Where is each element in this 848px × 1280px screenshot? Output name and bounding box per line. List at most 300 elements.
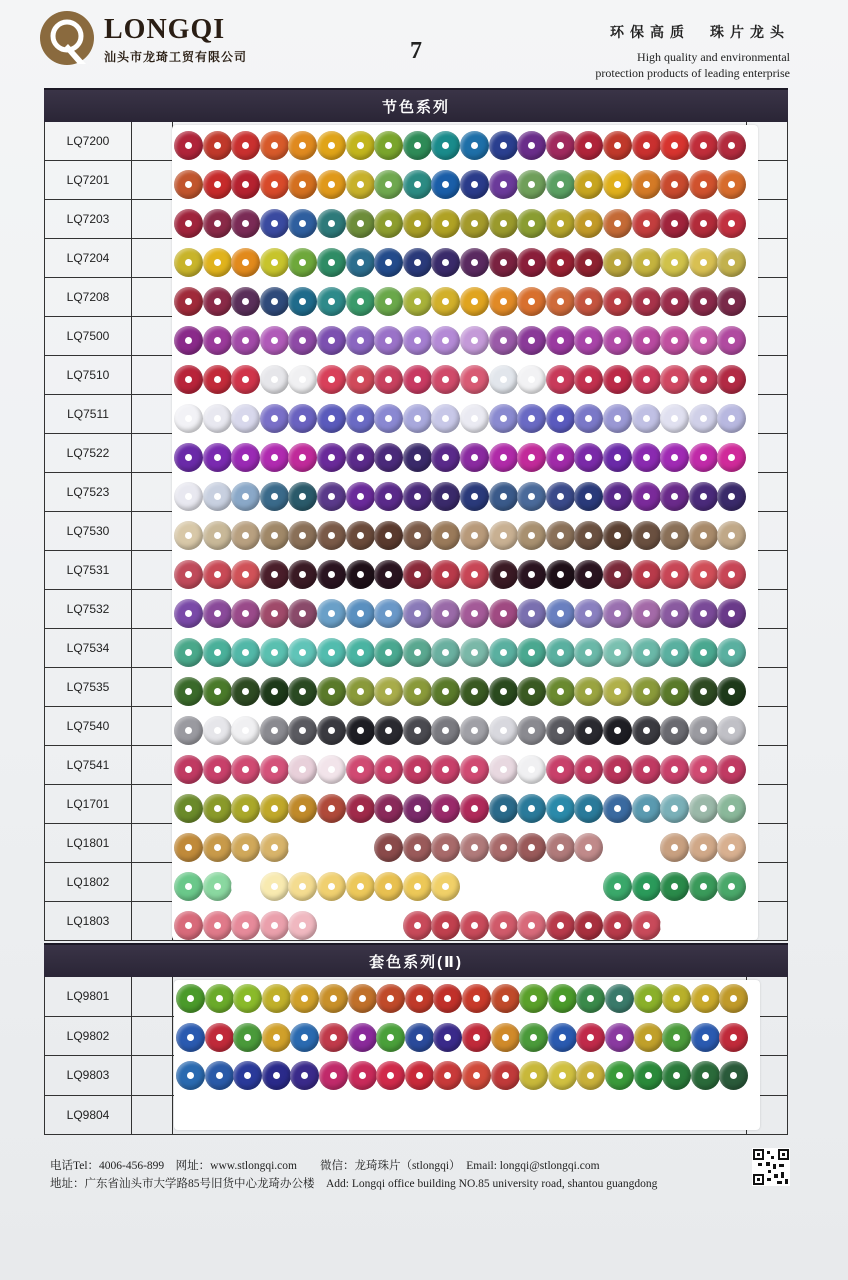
sequin — [576, 1023, 605, 1052]
section2-title: 套色系列(Ⅱ) — [44, 943, 788, 977]
sequin — [317, 794, 346, 823]
sequin — [660, 599, 689, 628]
sequin — [317, 872, 346, 901]
sequin — [288, 404, 317, 433]
footer-contact: 电话Tel：4006-456-899 网址：www.stlongqi.com 微信：龙琦珠片（stlongqi） Email: longqi@stlongqi.com — [50, 1160, 600, 1172]
sequin — [317, 287, 346, 316]
section1-title: 节色系列 — [44, 88, 788, 122]
sequin — [689, 716, 718, 745]
sequin — [346, 677, 375, 706]
sequin — [262, 984, 291, 1013]
sequin — [689, 170, 718, 199]
sequin — [603, 872, 632, 901]
sequin — [260, 131, 289, 160]
sequin — [489, 638, 518, 667]
sequin — [174, 521, 203, 550]
sequin — [632, 326, 661, 355]
sequin — [376, 1061, 405, 1090]
sequin — [517, 911, 546, 940]
sequin — [660, 365, 689, 394]
sequin — [460, 404, 489, 433]
sequin — [517, 560, 546, 589]
sequin — [462, 1061, 491, 1090]
sequin — [660, 170, 689, 199]
sequin — [519, 1023, 548, 1052]
sequin — [260, 755, 289, 784]
sequin — [546, 248, 575, 277]
sequin — [689, 599, 718, 628]
sequin — [717, 248, 746, 277]
sequin — [231, 755, 260, 784]
sequin — [403, 248, 432, 277]
sequin — [374, 521, 403, 550]
sequin — [689, 443, 718, 472]
sequin — [346, 365, 375, 394]
sequin — [403, 209, 432, 238]
sequin — [717, 677, 746, 706]
qr-code-icon[interactable] — [752, 1148, 790, 1186]
sequin — [403, 326, 432, 355]
sequin — [719, 1023, 748, 1052]
sequin — [660, 482, 689, 511]
sequin — [346, 755, 375, 784]
sequin — [403, 794, 432, 823]
sequin — [603, 326, 632, 355]
sequin — [632, 638, 661, 667]
company-name: 汕头市龙琦工贸有限公司 — [104, 50, 248, 64]
sequin — [346, 638, 375, 667]
empty-cell — [130, 356, 173, 394]
sequin — [546, 677, 575, 706]
sequin — [460, 872, 489, 901]
product-code: LQ7523 — [44, 473, 132, 511]
sequin — [231, 911, 260, 940]
sequin — [405, 1023, 434, 1052]
sequin — [717, 872, 746, 901]
sequin — [574, 638, 603, 667]
sequin — [546, 716, 575, 745]
sequin — [689, 677, 718, 706]
sequin — [717, 404, 746, 433]
sequin — [431, 131, 460, 160]
sequin — [689, 911, 718, 940]
sequin — [260, 560, 289, 589]
sequin — [632, 599, 661, 628]
sequin — [260, 521, 289, 550]
sequin — [317, 482, 346, 511]
sequin — [717, 638, 746, 667]
sequin — [374, 404, 403, 433]
product-code: LQ7511 — [44, 395, 132, 433]
sequin — [403, 170, 432, 199]
empty-cell — [130, 863, 173, 901]
sequin — [603, 599, 632, 628]
sequin — [632, 521, 661, 550]
empty-cell — [130, 395, 173, 433]
sequin — [489, 404, 518, 433]
sequin — [203, 170, 232, 199]
sequin — [203, 755, 232, 784]
sequin — [489, 209, 518, 238]
sequin — [431, 482, 460, 511]
sequin — [717, 326, 746, 355]
sequin — [260, 209, 289, 238]
empty-cell — [130, 512, 173, 550]
sequin — [546, 638, 575, 667]
sequin — [603, 911, 632, 940]
sequin — [460, 131, 489, 160]
sequin — [517, 443, 546, 472]
sequin — [717, 521, 746, 550]
sequin — [203, 872, 232, 901]
sequin — [603, 287, 632, 316]
sequin — [403, 716, 432, 745]
empty-cell — [130, 707, 173, 745]
sequin — [260, 287, 289, 316]
sequin — [203, 833, 232, 862]
sequin — [174, 404, 203, 433]
sequin — [546, 287, 575, 316]
empty-cell — [130, 902, 173, 940]
sequin — [174, 287, 203, 316]
sequin — [517, 131, 546, 160]
sequin — [317, 170, 346, 199]
product-code: LQ9802 — [44, 1017, 132, 1056]
empty-cell — [130, 590, 173, 628]
sequin — [660, 326, 689, 355]
sequin — [403, 833, 432, 862]
sequin — [546, 131, 575, 160]
empty-cell — [130, 473, 173, 511]
sequin — [491, 984, 520, 1013]
sequin — [374, 716, 403, 745]
sequin — [546, 443, 575, 472]
product-code: LQ7510 — [44, 356, 132, 394]
sequin — [403, 482, 432, 511]
sequin — [260, 794, 289, 823]
sequin — [288, 638, 317, 667]
sequin — [346, 131, 375, 160]
sequin — [691, 984, 720, 1013]
sequin — [431, 560, 460, 589]
sequin — [317, 560, 346, 589]
sequin — [489, 170, 518, 199]
sequin — [374, 872, 403, 901]
sequin — [319, 1023, 348, 1052]
sequin — [203, 599, 232, 628]
sequin — [260, 716, 289, 745]
sequin — [632, 833, 661, 862]
sequin — [460, 638, 489, 667]
sequin — [603, 209, 632, 238]
sequin — [489, 521, 518, 550]
sequin — [660, 833, 689, 862]
sequin — [460, 209, 489, 238]
sequin — [231, 794, 260, 823]
sequin — [632, 755, 661, 784]
sequin — [689, 755, 718, 784]
sequin — [203, 482, 232, 511]
sequin — [433, 1023, 462, 1052]
sequin — [174, 443, 203, 472]
product-code: LQ7540 — [44, 707, 132, 745]
sequin — [660, 872, 689, 901]
sequin — [176, 1023, 205, 1052]
sequin — [403, 872, 432, 901]
sequin — [489, 560, 518, 589]
sequin — [262, 1023, 291, 1052]
sequin — [431, 404, 460, 433]
sequin — [431, 170, 460, 199]
footer — [44, 1134, 788, 1190]
sequin — [603, 833, 632, 862]
sequin — [662, 1023, 691, 1052]
sequin — [431, 209, 460, 238]
sequin — [603, 560, 632, 589]
sequin — [603, 677, 632, 706]
sequin — [231, 677, 260, 706]
sequin — [260, 872, 289, 901]
sequin — [603, 755, 632, 784]
sequin — [348, 1023, 377, 1052]
sequin — [174, 170, 203, 199]
sequin — [203, 638, 232, 667]
sequin — [374, 482, 403, 511]
product-code: LQ7204 — [44, 239, 132, 277]
sequin — [348, 984, 377, 1013]
sequin — [205, 1023, 234, 1052]
sequin — [431, 677, 460, 706]
sequin — [460, 833, 489, 862]
sequin — [260, 677, 289, 706]
sequin — [689, 872, 718, 901]
sequin — [546, 794, 575, 823]
sequin — [431, 755, 460, 784]
sequin — [460, 443, 489, 472]
sequin — [203, 287, 232, 316]
sequin — [634, 1023, 663, 1052]
sequin — [517, 755, 546, 784]
sequin — [262, 1061, 291, 1090]
sequin — [489, 833, 518, 862]
sequin — [288, 794, 317, 823]
sequin — [660, 443, 689, 472]
sequin — [574, 170, 603, 199]
sequin — [374, 560, 403, 589]
sequin — [231, 326, 260, 355]
sequin — [717, 755, 746, 784]
product-code: LQ7534 — [44, 629, 132, 667]
sequin — [203, 911, 232, 940]
sequin — [288, 677, 317, 706]
sequin — [403, 404, 432, 433]
product-code: LQ1803 — [44, 902, 132, 940]
sequin — [460, 521, 489, 550]
empty-cell — [130, 1056, 173, 1095]
sequin — [460, 170, 489, 199]
sequin — [574, 248, 603, 277]
sequin — [717, 716, 746, 745]
sequin — [346, 911, 375, 940]
sequin — [431, 599, 460, 628]
sequin — [346, 521, 375, 550]
sequin — [460, 326, 489, 355]
sequin — [374, 287, 403, 316]
sequin — [405, 1061, 434, 1090]
sequin — [517, 521, 546, 550]
sequin — [231, 443, 260, 472]
sequin — [260, 482, 289, 511]
product-code: LQ7203 — [44, 200, 132, 238]
sequin — [174, 794, 203, 823]
sequin — [689, 794, 718, 823]
sequin — [374, 755, 403, 784]
sequin — [203, 209, 232, 238]
sequin — [691, 1023, 720, 1052]
empty-cell — [130, 239, 173, 277]
sequin — [174, 638, 203, 667]
sequin — [431, 443, 460, 472]
sequin — [260, 638, 289, 667]
sequin — [491, 1061, 520, 1090]
sequin — [632, 287, 661, 316]
sequin — [632, 716, 661, 745]
sequin — [548, 1023, 577, 1052]
sequin — [317, 599, 346, 628]
sequin — [717, 833, 746, 862]
empty-cell — [130, 317, 173, 355]
sequin — [203, 404, 232, 433]
slogan-english-line1: High quality and environmental — [637, 50, 790, 64]
sequin — [546, 170, 575, 199]
sequin — [603, 443, 632, 472]
sequin — [574, 131, 603, 160]
sequin — [346, 560, 375, 589]
sequin — [717, 209, 746, 238]
sequin — [288, 248, 317, 277]
empty-cell — [130, 1017, 173, 1056]
sequin — [346, 794, 375, 823]
empty-cell — [130, 824, 173, 862]
sequin — [403, 755, 432, 784]
sequin — [489, 326, 518, 355]
sequin — [489, 482, 518, 511]
sequin — [288, 170, 317, 199]
sequin — [517, 170, 546, 199]
sequin — [517, 365, 546, 394]
sequin — [233, 1061, 262, 1090]
sequin — [603, 521, 632, 550]
sequin — [346, 872, 375, 901]
sequin — [174, 911, 203, 940]
sequin — [717, 794, 746, 823]
sequin — [174, 209, 203, 238]
sequin — [603, 170, 632, 199]
sequin — [174, 755, 203, 784]
sequin — [691, 1061, 720, 1090]
empty-cell — [130, 977, 173, 1016]
sequin — [546, 599, 575, 628]
sequin — [231, 599, 260, 628]
sequin — [632, 209, 661, 238]
sequin — [319, 1061, 348, 1090]
sequin — [346, 209, 375, 238]
product-code: LQ7208 — [44, 278, 132, 316]
sequin — [460, 287, 489, 316]
sequin — [605, 984, 634, 1013]
sequin — [574, 755, 603, 784]
sequin — [288, 365, 317, 394]
sequin — [431, 248, 460, 277]
sequin — [431, 794, 460, 823]
sequin — [546, 872, 575, 901]
sequin — [403, 287, 432, 316]
sequin — [574, 872, 603, 901]
sequin — [260, 404, 289, 433]
sequin — [603, 248, 632, 277]
sequin — [717, 170, 746, 199]
sequin — [288, 872, 317, 901]
sequin — [374, 170, 403, 199]
sequin — [288, 599, 317, 628]
sequin — [348, 1061, 377, 1090]
sequin — [176, 984, 205, 1013]
sequin — [374, 833, 403, 862]
sequin — [576, 984, 605, 1013]
sequin — [689, 560, 718, 589]
empty-cell — [130, 434, 173, 472]
sequin — [174, 326, 203, 355]
sequin — [317, 677, 346, 706]
sequin — [317, 521, 346, 550]
sequin — [374, 209, 403, 238]
sequin — [374, 365, 403, 394]
sequin — [317, 716, 346, 745]
sequin — [231, 716, 260, 745]
sequin — [433, 1061, 462, 1090]
sequin — [288, 716, 317, 745]
sequin — [288, 287, 317, 316]
sequin — [632, 677, 661, 706]
product-code: LQ7530 — [44, 512, 132, 550]
sequin — [689, 482, 718, 511]
sequin — [374, 638, 403, 667]
sequin — [203, 365, 232, 394]
sequin — [574, 482, 603, 511]
sequin — [290, 984, 319, 1013]
sequin — [517, 482, 546, 511]
sequin — [462, 984, 491, 1013]
product-code: LQ7500 — [44, 317, 132, 355]
sequin — [205, 1061, 234, 1090]
sequin — [174, 677, 203, 706]
sequin — [288, 833, 317, 862]
sequin — [431, 911, 460, 940]
sequin — [719, 1061, 748, 1090]
brand-name: LONGQI — [104, 14, 226, 45]
sequin — [489, 248, 518, 277]
sequin — [546, 482, 575, 511]
sequin — [231, 365, 260, 394]
sequin — [460, 365, 489, 394]
sequin — [174, 716, 203, 745]
sequin — [346, 326, 375, 355]
sequin — [231, 131, 260, 160]
sequin — [517, 326, 546, 355]
sequin — [517, 638, 546, 667]
sequin — [174, 482, 203, 511]
sequin — [574, 716, 603, 745]
